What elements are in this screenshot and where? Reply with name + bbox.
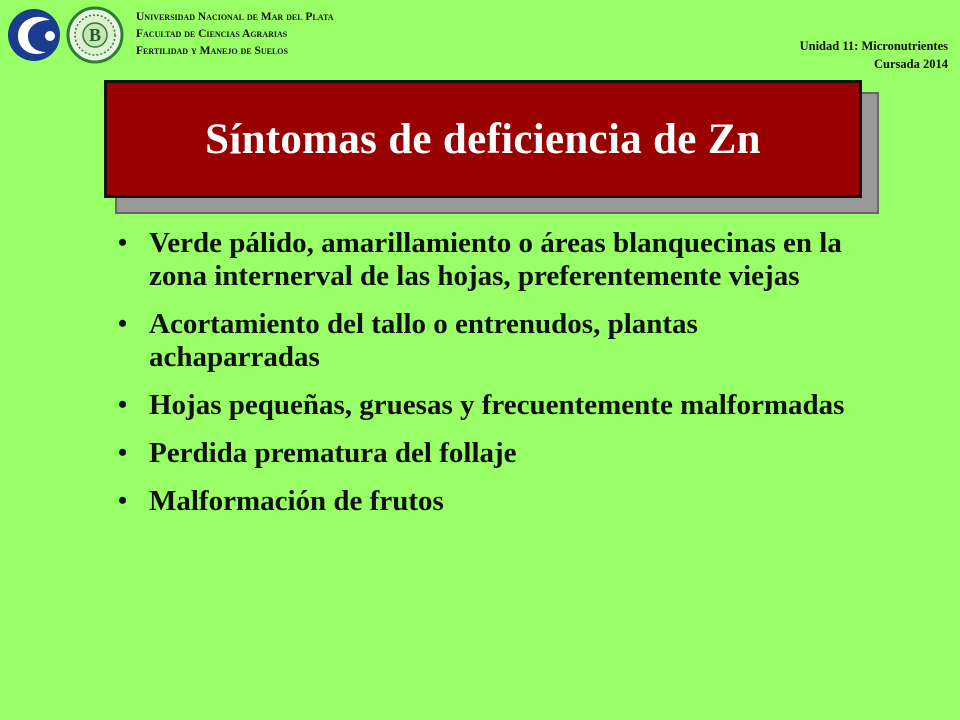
list-item (115, 227, 875, 293)
list-item-text: Hojas pequeñas, gruesas y frecuentemente malformadas (149, 389, 845, 421)
bullet-icon: • (118, 390, 128, 419)
course-info (800, 37, 948, 73)
bullet-icon: • (118, 228, 128, 257)
list-item (115, 437, 875, 470)
course-unit: Unidad 11: Micronutrientes (799, 39, 948, 53)
list-item (115, 485, 875, 518)
list-item-text: Perdida prematura del follaje (149, 437, 517, 469)
institution-university: Universidad Nacional de Mar del Plata (136, 11, 334, 23)
list-item (115, 389, 875, 422)
bullet-icon: • (118, 309, 128, 338)
bullet-icon: • (118, 486, 128, 515)
course-year: Cursada 2014 (874, 57, 948, 71)
university-logo (6, 6, 62, 64)
list-item-text: Malformación de frutos (149, 485, 444, 517)
list-item-text: Verde pálido, amarillamiento o áreas blanquecinas en la zona internerval de las hojas, preferentemente viejas (149, 227, 842, 292)
institution-department: Fertilidad y Manejo de Suelos (136, 45, 288, 57)
faculty-seal-logo (66, 6, 124, 64)
list-item (115, 308, 875, 374)
institution-faculty: Facultad de Ciencias Agrarias (136, 28, 288, 40)
symptom-list (115, 227, 875, 533)
list-item-text: Acortamiento del tallo o entrenudos, plantas achaparradas (149, 308, 698, 373)
institution-header (136, 9, 333, 60)
title-box (104, 80, 862, 198)
bullet-icon: • (118, 438, 128, 467)
seal-letter: B (88, 25, 102, 45)
slide-title: Síntomas de deficiencia de Zn (205, 115, 761, 163)
